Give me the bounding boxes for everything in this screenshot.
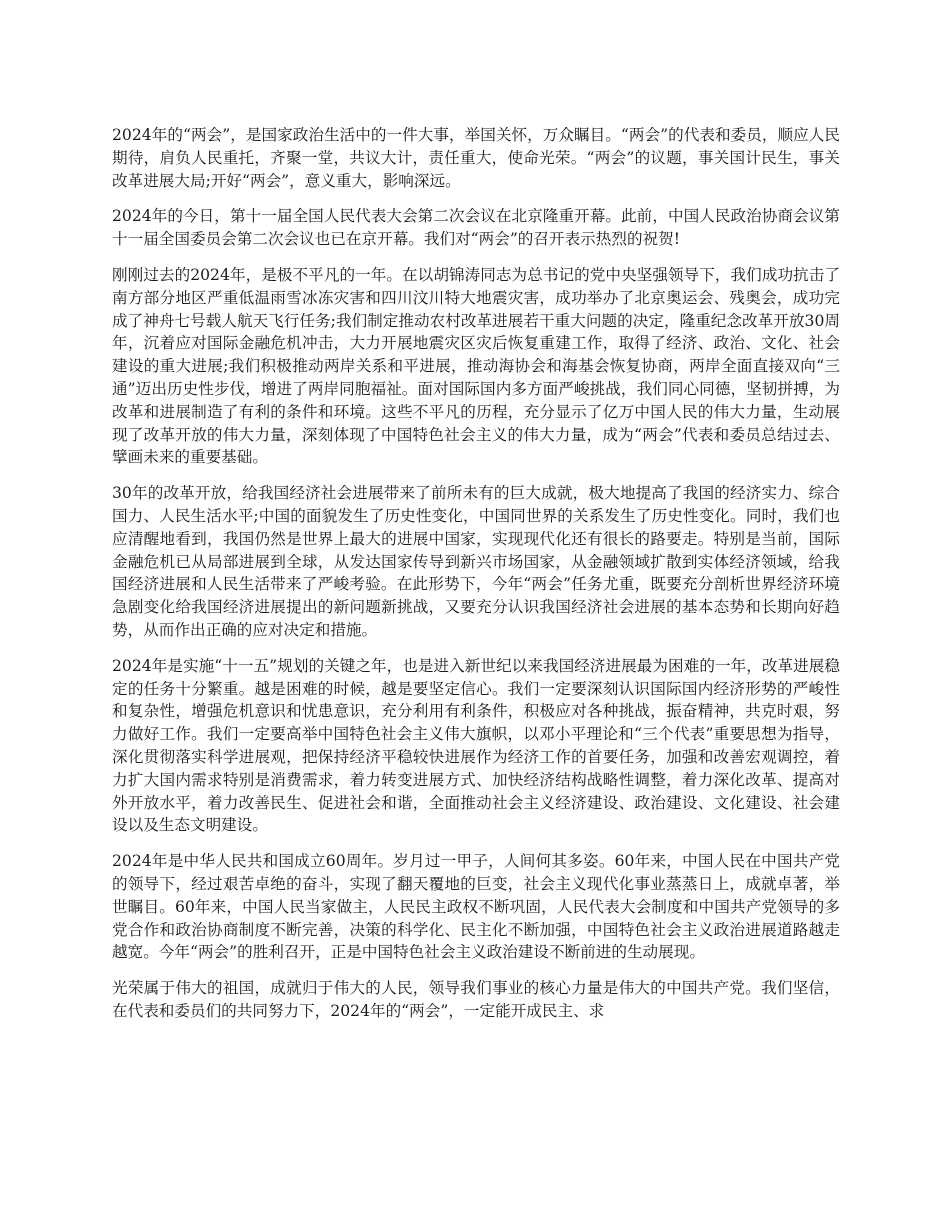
paragraph-1: 2024年的“两会”，是国家政治生活中的一件大事，举国关怀，万众瞩目。“两会”的代表和委员，顺应人民期待，肩负人民重托，齐聚一堂，共议大计，责任重大，使命光荣。“两会”的议题，事关国计民生，事关改革进展大局;开好“两会”，意义重大，影响深远。 bbox=[112, 126, 840, 190]
paragraph-4: 30年的改革开放，给我国经济社会进展带来了前所未有的巨大成就，极大地提高了我国的经济实力、综合国力、人民生活水平;中国的面貌发生了历史性变化，中国同世界的关系发生了历史性变化。同时，我们也应清醒地看到，我国仍然是世界上最大的进展中国家，实现现代化还有很长的路要走。特别是当前，国际金融危机已从局部进展到全球，从发达国家传导到新兴市场国家，从金融领域扩散到实体经济领域，给我国经济进展和人民生活带来了严峻考验。在此形势下，今年“两会”任务尤重，既要充分剖析世界经济环境急剧变化给我国经济进展提出的新问题新挑战，又要充分认识我国经济社会进展的基本态势和长期向好趋势，从而作出正确的应对决定和措施。 bbox=[112, 484, 840, 639]
paragraph-6: 2024年是中华人民共和国成立60周年。岁月过一甲子，人间何其多姿。60年来，中国人民在中国共产党的领导下，经过艰苦卓绝的奋斗，实现了翻天覆地的巨变，社会主义现代化事业蒸蒸日上，成就卓著，举世瞩目。60年来，中国人民当家做主，人民民主政权不断巩固，人民代表大会制度和中国共产党领导的多党合作和政治协商制度不断完善，决策的科学化、民主化不断加强，中国特色社会主义政治进展道路越走越宽。今年“两会”的胜利召开，正是中国特色社会主义政治建设不断前进的生动展现。 bbox=[112, 852, 840, 962]
paragraph-2: 2024年的今日，第十一届全国人民代表大会第二次会议在北京隆重开幕。此前，中国人民政治协商会议第十一届全国委员会第二次会议也已在京开幕。我们对“两会”的召开表示热烈的祝贺! bbox=[112, 207, 840, 249]
paragraph-5: 2024年是实施“十一五”规划的关键之年，也是进入新世纪以来我国经济进展最为困难的一年，改革进展稳定的任务十分繁重。越是困难的时候，越是要坚定信心。我们一定要深刻认识国际国内经济形势的严峻性和复杂性，增强危机意识和忧患意识，充分利用有利条件，积极应对各种挑战，振奋精神，共克时艰，努力做好工作。我们一定要高举中国特色社会主义伟大旗帜，以邓小平理论和“三个代表”重要思想为指导，深化贯彻落实科学进展观，把保持经济平稳较快进展作为经济工作的首要任务，加强和改善宏观调控，着力扩大国内需求特别是消费需求，着力转变进展方式、加快经济结构战略性调整，着力深化改革、提高对外开放水平，着力改善民生、促进社会和谐，全面推动社会主义经济建设、政治建设、文化建设、社会建设以及生态文明建设。 bbox=[112, 656, 840, 835]
document-body bbox=[112, 124, 840, 1036]
paragraph-3: 刚刚过去的2024年，是极不平凡的一年。在以胡锦涛同志为总书记的党中央坚强领导下，我们成功抗击了南方部分地区严重低温雨雪冰冻灾害和四川汶川特大地震灾害，成功举办了北京奥运会、残奥会，成功完成了神舟七号载人航天飞行任务;我们制定推动农村改革进展若干重大问题的决定，隆重纪念改革开放30周年，沉着应对国际金融危机冲击，大力开展地震灾区灾后恢复重建工作，取得了经济、政治、文化、社会建设的重大进展;我们积极推动两岸关系和平进展，推动海协会和海基会恢复协商，两岸全面直接双向“三通”迈出历史性步伐，增进了两岸同胞福祉。面对国际国内多方面严峻挑战，我们同心同德，坚韧拼搏，为改革和进展制造了有利的条件和环境。这些不平凡的历程，充分显示了亿万中国人民的伟大力量，生动展现了改革开放的伟大力量，深刻体现了中国特色社会主义的伟大力量，成为“两会”代表和委员总结过去、擘画未来的重要基础。 bbox=[112, 265, 840, 467]
paragraph-7: 光荣属于伟大的祖国，成就归于伟大的人民，领导我们事业的核心力量是伟大的中国共产党。我们坚信，在代表和委员们的共同努力下，2024年的“两会”，一定能开成民主、求 bbox=[112, 979, 840, 1020]
